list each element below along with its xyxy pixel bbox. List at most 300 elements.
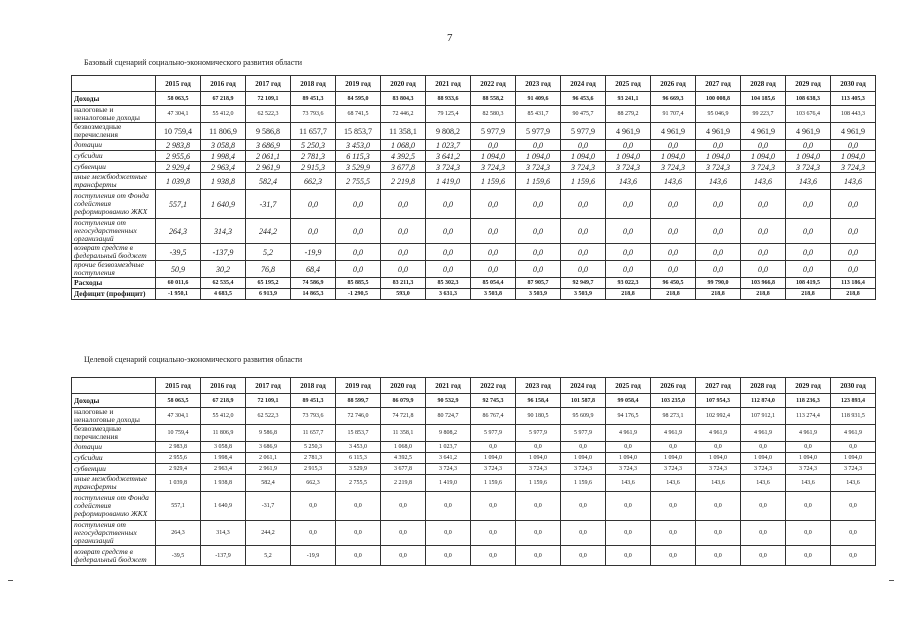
- value-cell: 4 961,9: [741, 425, 786, 442]
- value-cell: 0,0: [336, 261, 381, 278]
- value-cell: 0,0: [651, 521, 696, 546]
- value-cell: 0,0: [426, 219, 471, 244]
- value-cell: 58 063,5: [156, 394, 201, 408]
- value-cell: 1 094,0: [741, 453, 786, 464]
- value-cell: 5 977,9: [516, 425, 561, 442]
- value-cell: 4 961,9: [606, 123, 651, 140]
- value-cell: 264,3: [156, 219, 201, 244]
- value-cell: 3 529,9: [336, 162, 381, 173]
- value-cell: 1 640,9: [201, 492, 246, 521]
- value-cell: 0,0: [471, 521, 516, 546]
- value-cell: 113 274,4: [786, 408, 831, 425]
- value-cell: 104 185,6: [741, 92, 786, 106]
- row-label: Расходы: [72, 278, 156, 289]
- value-cell: 3 503,8: [471, 289, 516, 300]
- value-cell: 0,0: [651, 442, 696, 453]
- value-cell: 0,0: [381, 190, 426, 219]
- value-cell: 3 686,9: [246, 442, 291, 453]
- value-cell: 0,0: [471, 442, 516, 453]
- value-cell: 1 094,0: [786, 453, 831, 464]
- value-cell: 0,0: [786, 219, 831, 244]
- value-cell: 143,6: [831, 475, 876, 492]
- value-cell: 0,0: [381, 219, 426, 244]
- value-cell: 93 241,1: [606, 92, 651, 106]
- value-cell: 0,0: [831, 190, 876, 219]
- value-cell: 90 475,7: [561, 106, 606, 123]
- value-cell: 0,0: [471, 492, 516, 521]
- year-header: 2024 год: [561, 378, 606, 394]
- value-cell: 0,0: [336, 546, 381, 566]
- base-scenario-table: [71, 75, 876, 300]
- value-cell: 1 094,0: [696, 151, 741, 162]
- table-row: [72, 173, 876, 190]
- value-cell: 65 195,2: [246, 278, 291, 289]
- year-header: 2026 год: [651, 378, 696, 394]
- value-cell: 0,0: [516, 521, 561, 546]
- value-cell: -137,9: [201, 546, 246, 566]
- year-header: 2016 год: [201, 378, 246, 394]
- value-cell: 1 094,0: [471, 453, 516, 464]
- value-cell: 4 961,9: [831, 123, 876, 140]
- value-cell: 0,0: [651, 244, 696, 261]
- value-cell: 0,0: [561, 442, 606, 453]
- table1-title: Базовый сценарий социально-экономического развития области: [84, 58, 303, 67]
- value-cell: 73 793,6: [291, 106, 336, 123]
- value-cell: 0,0: [696, 244, 741, 261]
- value-cell: 0,0: [426, 244, 471, 261]
- value-cell: 1 094,0: [606, 453, 651, 464]
- value-cell: 74 721,8: [381, 408, 426, 425]
- value-cell: 0,0: [696, 219, 741, 244]
- value-cell: 9 586,8: [246, 425, 291, 442]
- value-cell: 11 358,1: [381, 425, 426, 442]
- value-cell: 107 912,1: [741, 408, 786, 425]
- value-cell: 0,0: [426, 546, 471, 566]
- header-label-cell: [72, 76, 156, 92]
- row-label: Доходы: [72, 92, 156, 106]
- year-header: 2025 год: [606, 378, 651, 394]
- value-cell: 103 235,0: [651, 394, 696, 408]
- row-label: возврат средств в федеральный бюджет: [72, 244, 156, 261]
- value-cell: 1 640,9: [201, 190, 246, 219]
- year-header: 2019 год: [336, 76, 381, 92]
- row-label: возврат средств в федеральный бюджет: [72, 546, 156, 566]
- value-cell: 218,8: [831, 289, 876, 300]
- value-cell: 3 724,3: [516, 464, 561, 475]
- value-cell: 1 159,6: [561, 475, 606, 492]
- value-cell: 143,6: [831, 173, 876, 190]
- value-cell: 92 745,3: [471, 394, 516, 408]
- value-cell: 9 586,8: [246, 123, 291, 140]
- value-cell: 1 419,0: [426, 173, 471, 190]
- value-cell: 108 443,3: [831, 106, 876, 123]
- value-cell: 0,0: [516, 190, 561, 219]
- value-cell: 72 109,1: [246, 394, 291, 408]
- value-cell: 3 724,3: [741, 162, 786, 173]
- value-cell: 1 094,0: [831, 151, 876, 162]
- value-cell: 11 657,7: [291, 425, 336, 442]
- value-cell: 85 885,5: [336, 278, 381, 289]
- value-cell: 102 992,4: [696, 408, 741, 425]
- value-cell: 0,0: [516, 261, 561, 278]
- value-cell: 4 961,9: [741, 123, 786, 140]
- row-label: поступления от Фонда содействия реформированию ЖКХ: [72, 492, 156, 521]
- value-cell: 6 115,3: [336, 453, 381, 464]
- value-cell: 0,0: [741, 521, 786, 546]
- value-cell: 1 159,6: [516, 173, 561, 190]
- value-cell: 85 302,3: [426, 278, 471, 289]
- value-cell: 0,0: [426, 521, 471, 546]
- value-cell: 3 724,3: [426, 464, 471, 475]
- value-cell: 11 358,1: [381, 123, 426, 140]
- value-cell: 0,0: [831, 261, 876, 278]
- value-cell: 0,0: [516, 244, 561, 261]
- value-cell: 90 180,5: [516, 408, 561, 425]
- value-cell: 88 933,6: [426, 92, 471, 106]
- value-cell: 662,3: [291, 475, 336, 492]
- table-row: [72, 140, 876, 151]
- value-cell: 0,0: [651, 492, 696, 521]
- row-label: иные межбюджетные трансферты: [72, 475, 156, 492]
- value-cell: 0,0: [741, 219, 786, 244]
- value-cell: 0,0: [651, 190, 696, 219]
- value-cell: 143,6: [741, 173, 786, 190]
- table-row: [72, 278, 876, 289]
- value-cell: 0,0: [336, 521, 381, 546]
- year-header: 2028 год: [741, 76, 786, 92]
- value-cell: 3 453,0: [336, 140, 381, 151]
- value-cell: 0,0: [696, 261, 741, 278]
- year-header: 2027 год: [696, 76, 741, 92]
- value-cell: 68,4: [291, 261, 336, 278]
- value-cell: 3 058,8: [201, 140, 246, 151]
- value-cell: 1 159,6: [561, 173, 606, 190]
- value-cell: 3 724,3: [831, 162, 876, 173]
- value-cell: 1 094,0: [696, 453, 741, 464]
- value-cell: 4 392,5: [381, 453, 426, 464]
- value-cell: 264,3: [156, 521, 201, 546]
- value-cell: 143,6: [696, 173, 741, 190]
- value-cell: 5 977,9: [561, 123, 606, 140]
- value-cell: 2 219,8: [381, 475, 426, 492]
- value-cell: 0,0: [381, 546, 426, 566]
- value-cell: 0,0: [336, 492, 381, 521]
- value-cell: 3 724,3: [471, 162, 516, 173]
- value-cell: -1 290,5: [336, 289, 381, 300]
- value-cell: 96 450,5: [651, 278, 696, 289]
- value-cell: 0,0: [606, 261, 651, 278]
- value-cell: 3 724,3: [606, 464, 651, 475]
- value-cell: 0,0: [786, 140, 831, 151]
- table-row: [72, 453, 876, 464]
- year-header: 2026 год: [651, 76, 696, 92]
- value-cell: 103 676,4: [786, 106, 831, 123]
- value-cell: 143,6: [786, 475, 831, 492]
- value-cell: 3 724,3: [696, 162, 741, 173]
- value-cell: 4 961,9: [831, 425, 876, 442]
- value-cell: 0,0: [381, 261, 426, 278]
- value-cell: 76,8: [246, 261, 291, 278]
- value-cell: 1 023,7: [426, 140, 471, 151]
- value-cell: 0,0: [696, 442, 741, 453]
- value-cell: 593,0: [381, 289, 426, 300]
- year-header: 2021 год: [426, 378, 471, 394]
- value-cell: 0,0: [291, 492, 336, 521]
- value-cell: -137,9: [201, 244, 246, 261]
- year-header: 2023 год: [516, 378, 561, 394]
- value-cell: 582,4: [246, 475, 291, 492]
- row-label: поступления от негосударственных организаций: [72, 521, 156, 546]
- year-header: 2015 год: [156, 378, 201, 394]
- value-cell: 2 961,9: [246, 464, 291, 475]
- value-cell: 0,0: [741, 244, 786, 261]
- value-cell: 0,0: [561, 261, 606, 278]
- year-header: 2016 год: [201, 76, 246, 92]
- value-cell: 0,0: [471, 219, 516, 244]
- value-cell: 0,0: [786, 521, 831, 546]
- value-cell: 3 724,3: [831, 464, 876, 475]
- value-cell: 1 068,0: [381, 140, 426, 151]
- value-cell: 1 094,0: [786, 151, 831, 162]
- value-cell: 0,0: [696, 492, 741, 521]
- value-cell: 0,0: [696, 190, 741, 219]
- value-cell: 91 409,6: [516, 92, 561, 106]
- value-cell: 67 218,9: [201, 394, 246, 408]
- value-cell: 47 304,1: [156, 408, 201, 425]
- value-cell: 15 853,7: [336, 123, 381, 140]
- value-cell: 118 931,5: [831, 408, 876, 425]
- value-cell: 3 503,9: [516, 289, 561, 300]
- value-cell: 99 058,4: [606, 394, 651, 408]
- year-header: 2017 год: [246, 76, 291, 92]
- value-cell: 3 631,3: [426, 289, 471, 300]
- value-cell: 0,0: [336, 219, 381, 244]
- value-cell: 662,3: [291, 173, 336, 190]
- value-cell: 1 159,6: [471, 475, 516, 492]
- value-cell: 557,1: [156, 492, 201, 521]
- table-row: [72, 244, 876, 261]
- value-cell: 50,9: [156, 261, 201, 278]
- value-cell: 3 641,2: [426, 453, 471, 464]
- year-header: 2018 год: [291, 76, 336, 92]
- value-cell: 1 094,0: [516, 453, 561, 464]
- value-cell: 55 412,0: [201, 106, 246, 123]
- value-cell: -39,5: [156, 546, 201, 566]
- value-cell: 143,6: [606, 475, 651, 492]
- value-cell: 0,0: [696, 140, 741, 151]
- table-row: [72, 162, 876, 173]
- year-header: 2022 год: [471, 76, 516, 92]
- row-label: поступления от Фонда содействия реформированию ЖКХ: [72, 190, 156, 219]
- value-cell: 0,0: [741, 546, 786, 566]
- table-row: [72, 106, 876, 123]
- value-cell: 2 955,6: [156, 151, 201, 162]
- value-cell: 72 446,2: [381, 106, 426, 123]
- value-cell: 2 755,5: [336, 475, 381, 492]
- value-cell: 98 273,1: [651, 408, 696, 425]
- value-cell: -31,7: [246, 492, 291, 521]
- value-cell: 1 419,0: [426, 475, 471, 492]
- value-cell: 9 808,2: [426, 425, 471, 442]
- row-label: субсидии: [72, 453, 156, 464]
- table-row: [72, 546, 876, 566]
- value-cell: 143,6: [606, 173, 651, 190]
- value-cell: 62 535,4: [201, 278, 246, 289]
- value-cell: 15 853,7: [336, 425, 381, 442]
- table-row: [72, 123, 876, 140]
- row-label: субвенции: [72, 464, 156, 475]
- value-cell: 96 158,4: [516, 394, 561, 408]
- value-cell: 0,0: [561, 244, 606, 261]
- value-cell: 30,2: [201, 261, 246, 278]
- value-cell: 3 677,8: [381, 464, 426, 475]
- value-cell: 107 954,3: [696, 394, 741, 408]
- value-cell: 3 058,8: [201, 442, 246, 453]
- table-row: [72, 475, 876, 492]
- year-header: 2030 год: [831, 76, 876, 92]
- value-cell: 3 641,2: [426, 151, 471, 162]
- value-cell: 103 966,8: [741, 278, 786, 289]
- value-cell: 113 186,4: [831, 278, 876, 289]
- value-cell: 11 657,7: [291, 123, 336, 140]
- value-cell: 0,0: [516, 442, 561, 453]
- value-cell: 0,0: [606, 546, 651, 566]
- value-cell: 2 781,3: [291, 453, 336, 464]
- year-header: 2023 год: [516, 76, 561, 92]
- value-cell: 2 219,8: [381, 173, 426, 190]
- value-cell: 3 724,3: [606, 162, 651, 173]
- value-cell: 72 109,1: [246, 92, 291, 106]
- value-cell: 314,3: [201, 219, 246, 244]
- value-cell: 0,0: [606, 190, 651, 219]
- value-cell: 0,0: [606, 140, 651, 151]
- value-cell: 3 724,3: [651, 464, 696, 475]
- value-cell: 0,0: [651, 261, 696, 278]
- value-cell: 3 453,0: [336, 442, 381, 453]
- value-cell: 0,0: [741, 492, 786, 521]
- row-label: прочие безвозмездные поступления: [72, 261, 156, 278]
- table-row: [72, 219, 876, 244]
- value-cell: 0,0: [516, 546, 561, 566]
- value-cell: 244,2: [246, 219, 291, 244]
- value-cell: 67 218,9: [201, 92, 246, 106]
- value-cell: 2 955,6: [156, 453, 201, 464]
- value-cell: 143,6: [651, 475, 696, 492]
- year-header: 2022 год: [471, 378, 516, 394]
- value-cell: 0,0: [381, 521, 426, 546]
- value-cell: 0,0: [426, 492, 471, 521]
- value-cell: 0,0: [831, 244, 876, 261]
- value-cell: -1 950,1: [156, 289, 201, 300]
- table-row: [72, 261, 876, 278]
- table-row: [72, 190, 876, 219]
- value-cell: 0,0: [741, 261, 786, 278]
- value-cell: 0,0: [606, 521, 651, 546]
- value-cell: 0,0: [831, 140, 876, 151]
- value-cell: 73 793,6: [291, 408, 336, 425]
- year-header: 2020 год: [381, 76, 426, 92]
- value-cell: 1 094,0: [741, 151, 786, 162]
- value-cell: 82 580,3: [471, 106, 516, 123]
- value-cell: 3 724,3: [561, 464, 606, 475]
- table-row: [72, 151, 876, 162]
- value-cell: 3 724,3: [786, 162, 831, 173]
- value-cell: 0,0: [831, 521, 876, 546]
- value-cell: 5 250,3: [291, 140, 336, 151]
- value-cell: 1 094,0: [651, 453, 696, 464]
- value-cell: 86 767,4: [471, 408, 516, 425]
- value-cell: 3 724,3: [696, 464, 741, 475]
- value-cell: 244,2: [246, 521, 291, 546]
- value-cell: 0,0: [831, 442, 876, 453]
- value-cell: 0,0: [696, 546, 741, 566]
- value-cell: 6 913,9: [246, 289, 291, 300]
- value-cell: 2 061,1: [246, 453, 291, 464]
- value-cell: 0,0: [651, 219, 696, 244]
- value-cell: 0,0: [606, 219, 651, 244]
- value-cell: 143,6: [696, 475, 741, 492]
- table2-title: Целевой сценарий социально-экономического развития области: [84, 355, 303, 364]
- value-cell: 118 236,3: [786, 394, 831, 408]
- value-cell: 557,1: [156, 190, 201, 219]
- value-cell: 60 011,6: [156, 278, 201, 289]
- value-cell: 2 929,4: [156, 464, 201, 475]
- value-cell: 5 977,9: [471, 425, 516, 442]
- year-header: 2020 год: [381, 378, 426, 394]
- value-cell: 96 453,6: [561, 92, 606, 106]
- row-label: Доходы: [72, 394, 156, 408]
- value-cell: 0,0: [831, 546, 876, 566]
- value-cell: 0,0: [561, 140, 606, 151]
- value-cell: 84 595,0: [336, 92, 381, 106]
- value-cell: 0,0: [786, 190, 831, 219]
- value-cell: 0,0: [471, 244, 516, 261]
- value-cell: 99 223,7: [741, 106, 786, 123]
- value-cell: 0,0: [516, 219, 561, 244]
- value-cell: 0,0: [561, 521, 606, 546]
- value-cell: 0,0: [831, 219, 876, 244]
- value-cell: 0,0: [606, 244, 651, 261]
- value-cell: 62 522,3: [246, 408, 291, 425]
- value-cell: 0,0: [561, 546, 606, 566]
- value-cell: 89 451,3: [291, 394, 336, 408]
- value-cell: 87 905,7: [516, 278, 561, 289]
- value-cell: 1 938,8: [201, 173, 246, 190]
- value-cell: 4 961,9: [696, 425, 741, 442]
- target-scenario-table: [71, 377, 876, 566]
- value-cell: 582,4: [246, 173, 291, 190]
- row-label: безвозмездные перечисления: [72, 123, 156, 140]
- value-cell: 0,0: [786, 442, 831, 453]
- year-header: 2017 год: [246, 378, 291, 394]
- year-header: 2015 год: [156, 76, 201, 92]
- value-cell: 4 961,9: [696, 123, 741, 140]
- value-cell: 3 724,3: [741, 464, 786, 475]
- year-header: 2029 год: [786, 378, 831, 394]
- value-cell: 4 961,9: [786, 425, 831, 442]
- value-cell: 2 781,3: [291, 151, 336, 162]
- table-row: [72, 92, 876, 106]
- value-cell: -19,9: [291, 546, 336, 566]
- table-row: [72, 408, 876, 425]
- value-cell: 85 431,7: [516, 106, 561, 123]
- value-cell: 92 949,7: [561, 278, 606, 289]
- value-cell: -39,5: [156, 244, 201, 261]
- value-cell: 0,0: [786, 546, 831, 566]
- value-cell: 3 686,9: [246, 140, 291, 151]
- value-cell: 0,0: [336, 190, 381, 219]
- value-cell: 5 977,9: [471, 123, 516, 140]
